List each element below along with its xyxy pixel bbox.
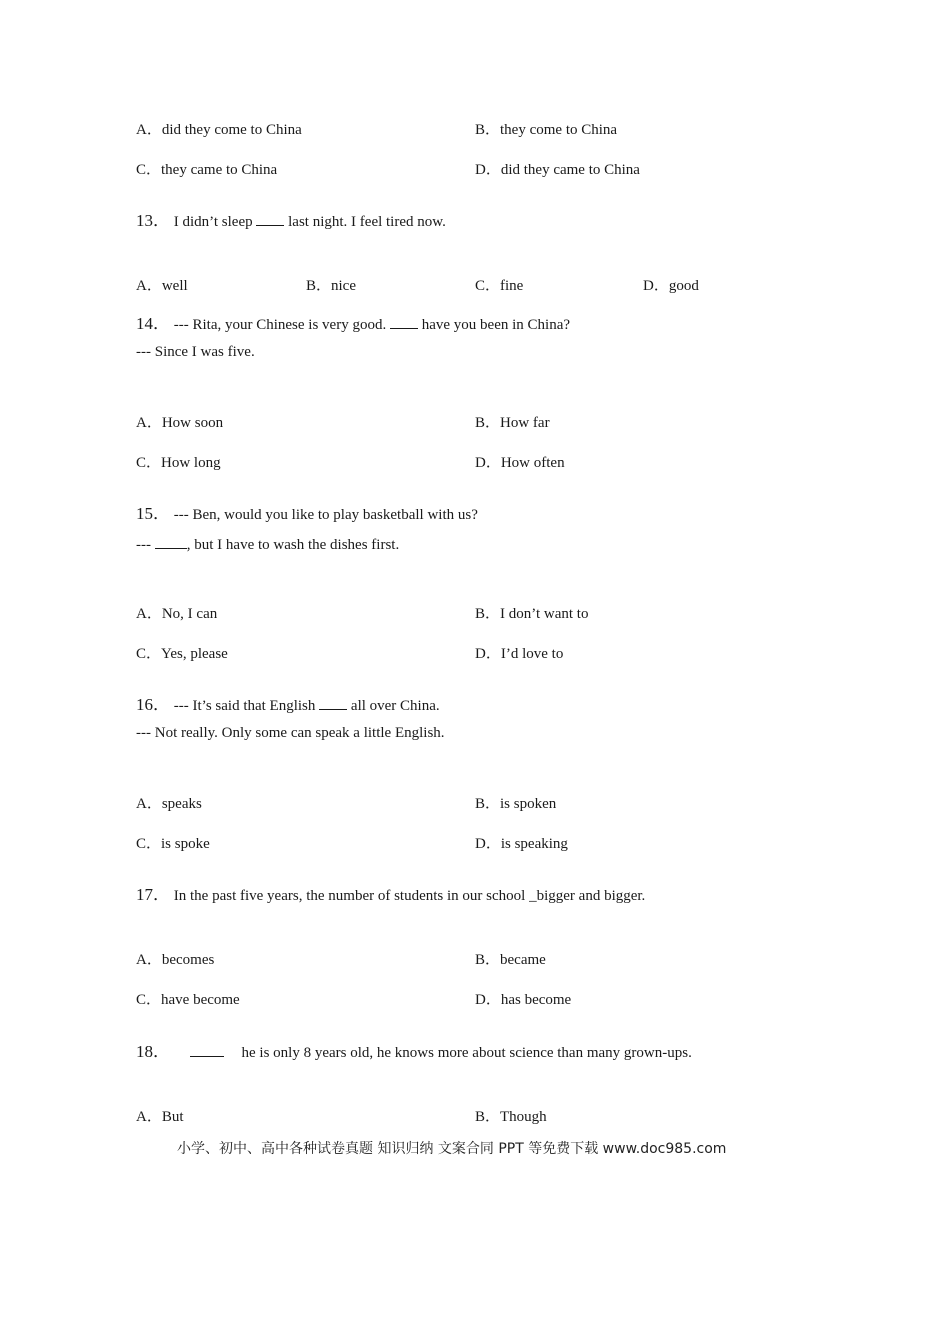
question-16 xyxy=(136,690,440,715)
q15-option-d: D．I’d love to xyxy=(475,646,564,662)
question-number: 18． xyxy=(136,1042,170,1061)
q15-reply xyxy=(136,535,399,554)
q12-option-c: C．they came to China xyxy=(136,162,278,178)
q13-option-c: C．fine xyxy=(475,278,524,294)
question-text-pre: --- It’s said that English xyxy=(173,698,316,714)
q17-option-b: B．became xyxy=(475,952,546,968)
q18-option-b: B．Though xyxy=(475,1109,547,1125)
q12-option-b: B．they come to China xyxy=(475,122,618,138)
question-text-post: last night. I feel tired now. xyxy=(288,214,446,230)
q15-option-c: C．Yes, please xyxy=(136,646,228,662)
footer-download-note: 小学、初中、高中各种试卷真题 知识归纳 文案合同 PPT 等免费下载 www.doc985.com xyxy=(177,1141,727,1157)
q18-option-a: A．But xyxy=(136,1109,184,1125)
q16-option-d: D．is speaking xyxy=(475,836,568,852)
question-text-pre: --- Rita, your Chinese is very good. xyxy=(173,317,387,333)
question-text: In the past five years, the number of students in our school _bigger and bigger. xyxy=(173,888,646,904)
answer-blank xyxy=(390,315,418,329)
q17-option-a: A．becomes xyxy=(136,952,215,968)
question-text: he is only 8 years old, he knows more about science than many grown-ups. xyxy=(241,1045,692,1061)
q13-option-a: A．well xyxy=(136,278,188,294)
answer-blank xyxy=(319,696,347,710)
question-14 xyxy=(136,309,570,334)
question-number: 16． xyxy=(136,695,170,714)
q16-option-b: B．is spoken xyxy=(475,796,557,812)
reply-text: , but I have to wash the dishes first. xyxy=(186,537,400,553)
question-text-pre: I didn’t sleep xyxy=(173,214,253,230)
question-15 xyxy=(136,499,478,524)
q17-option-d: D．has become xyxy=(475,992,572,1008)
q15-option-a: A．No, I can xyxy=(136,606,218,622)
q16-reply: --- Not really. Only some can speak a little English. xyxy=(136,725,445,741)
q12-option-d: D．did they came to China xyxy=(475,162,640,178)
question-text-post: have you been in China? xyxy=(421,317,571,333)
question-number: 14． xyxy=(136,314,170,333)
question-number: 17． xyxy=(136,885,170,904)
question-text-post: all over China. xyxy=(350,698,440,714)
question-13 xyxy=(136,206,446,231)
q15-option-b: B．I don’t want to xyxy=(475,606,589,622)
q16-option-c: C．is spoke xyxy=(136,836,210,852)
reply-prefix: --- xyxy=(136,537,151,553)
q14-option-c: C．How long xyxy=(136,455,221,471)
q12-option-a: A．did they come to China xyxy=(136,122,302,138)
q14-reply: --- Since I was five. xyxy=(136,344,255,360)
q17-option-c: C．have become xyxy=(136,992,240,1008)
q16-option-a: A．speaks xyxy=(136,796,202,812)
q14-option-d: D．How often xyxy=(475,455,565,471)
answer-blank xyxy=(155,535,187,549)
q14-option-a: A．How soon xyxy=(136,415,224,431)
question-text: --- Ben, would you like to play basketball with us? xyxy=(173,507,478,523)
question-number: 13． xyxy=(136,211,170,230)
q13-option-b: B．nice xyxy=(306,278,356,294)
q14-option-b: B．How far xyxy=(475,415,550,431)
question-17 xyxy=(136,880,645,905)
answer-blank xyxy=(256,212,284,226)
question-18 xyxy=(136,1037,692,1062)
q13-option-d: D．good xyxy=(643,278,699,294)
question-number: 15． xyxy=(136,504,170,523)
answer-blank xyxy=(190,1043,224,1057)
